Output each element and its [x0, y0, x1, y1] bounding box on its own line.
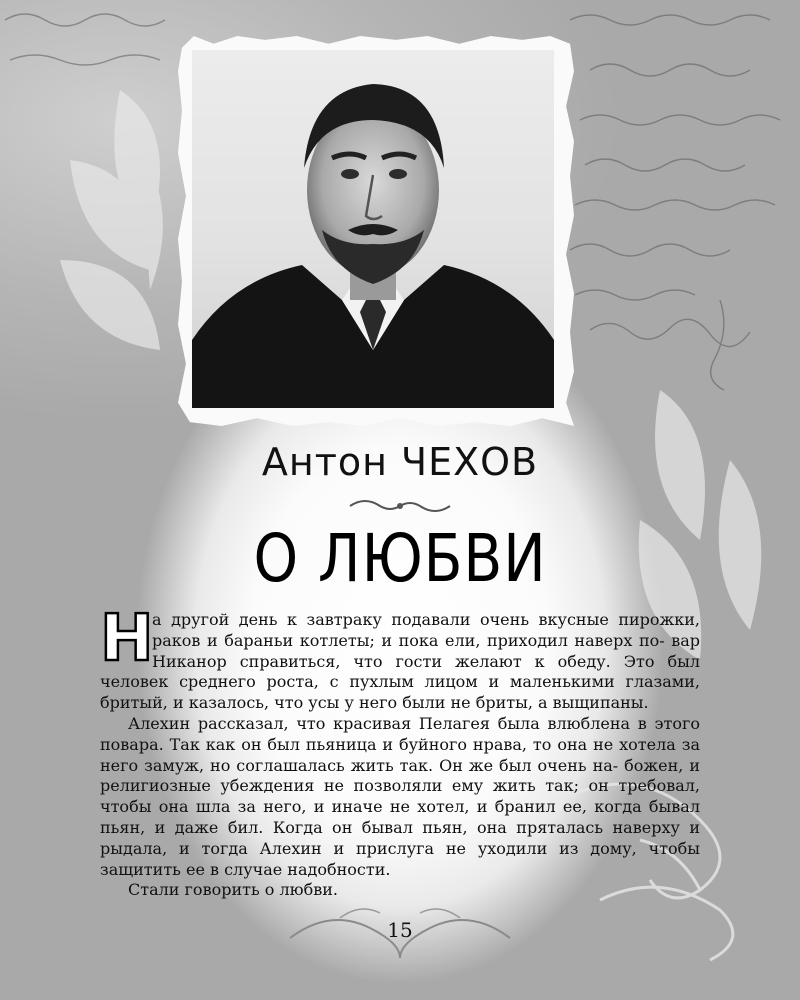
story-title: О ЛЮБВИ	[253, 520, 547, 597]
paragraph: Алехин рассказал, что красивая Пелагея была влюблена в этого повара. Так как он был пьяница и буйного нрава, то она не хотела за него замуж, но соглашалась жить так. Он же был очень на- божен, и религиозные убеждения не позволяли ему жить так; он требовал, чтобы она шла за него, и иначе не хотел, и бранил ее, когда бывал пьян, и даже бил. Когда он бывал пьян, она пряталась наверху и рыдала, и тогда Алехин и прислуга не уходили из дому, чтобы защитить ее в случае надобности.	[100, 713, 700, 879]
eye-left	[341, 169, 359, 179]
paragraph: Стали говорить о любви.	[128, 880, 338, 900]
page-number: 15	[387, 918, 413, 942]
author-name: Антон ЧЕХОВ	[261, 440, 539, 484]
drop-cap: Н	[100, 602, 154, 676]
eye-right	[389, 169, 407, 179]
portrait-photo	[192, 50, 554, 408]
author-portrait	[192, 50, 554, 408]
paragraph: а другой день к завтраку подавали очень вкусные пирожки, раков и бараньи котлеты; и пока ели, приходил наверх по- вар Никанор справиться, что гости желают к обеду. Это был человек среднего роста, с пухлым лицом и маленькими глазами, бритый, и казалось, что усы у него были не бриты, а выщипаны.	[100, 610, 700, 713]
flourish-divider-icon	[340, 494, 460, 518]
article-body	[100, 602, 700, 901]
